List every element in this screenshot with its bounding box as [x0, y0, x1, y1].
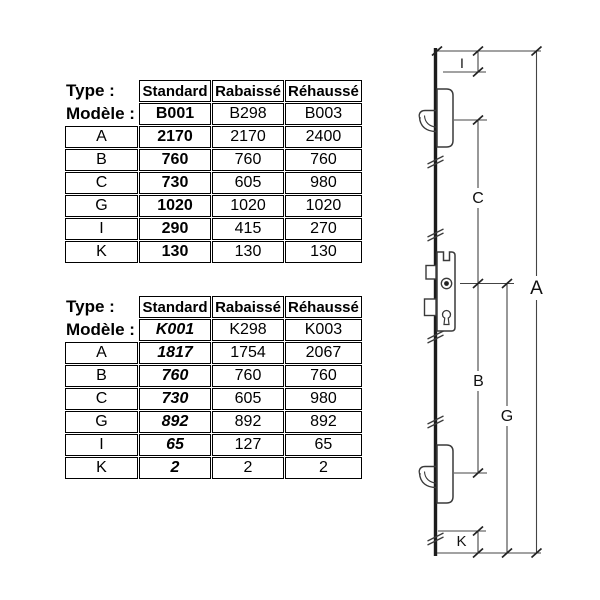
- value-cell: 415: [212, 218, 284, 240]
- lock-case: [425, 252, 456, 331]
- column-header-rabaisse: Rabaissé: [212, 80, 284, 102]
- model-label: Modèle :: [66, 320, 135, 339]
- dim-label-b: B: [473, 373, 484, 390]
- value-cell: 980: [285, 172, 362, 194]
- table-row: [65, 195, 362, 217]
- table-row: [65, 149, 362, 171]
- dead-bolt: [425, 299, 437, 316]
- column-header-standard: Standard: [139, 80, 211, 102]
- value-cell: 2170: [212, 126, 284, 148]
- dim-label-i: I: [460, 55, 464, 71]
- dim-cell: C: [65, 172, 138, 194]
- value-cell: 2: [285, 457, 362, 479]
- column-header-standard: Standard: [139, 296, 211, 318]
- dim-cell: B: [65, 149, 138, 171]
- column-header-rabaisse: Rabaissé: [212, 296, 284, 318]
- dim-label-c: C: [472, 190, 484, 207]
- model-cell: K298: [212, 319, 284, 341]
- value-cell: 1754: [212, 342, 284, 364]
- model-cell: B003: [285, 103, 362, 125]
- table-row: [65, 126, 362, 148]
- dim-cell: A: [65, 126, 138, 148]
- value-cell: 2170: [139, 126, 211, 148]
- dim-label-g: G: [500, 408, 514, 425]
- dim-cell: C: [65, 388, 138, 410]
- value-cell: 290: [139, 218, 211, 240]
- dim-cell: I: [65, 434, 138, 456]
- model-label: Modèle :: [66, 104, 135, 123]
- dim-label-a: A: [530, 278, 543, 299]
- table-row: [65, 434, 362, 456]
- value-cell: 760: [139, 365, 211, 387]
- dim-cell: G: [65, 195, 138, 217]
- dim-label-k: K: [456, 533, 467, 550]
- value-cell: 760: [285, 365, 362, 387]
- model-cell: K001: [139, 319, 211, 341]
- value-cell: 605: [212, 172, 284, 194]
- value-cell: 980: [285, 388, 362, 410]
- value-cell: 130: [285, 241, 362, 263]
- value-cell: 892: [212, 411, 284, 433]
- lock-mechanism-drawing: [408, 40, 556, 562]
- column-header-rehausse: Réhaussé: [285, 296, 362, 318]
- value-cell: 2: [139, 457, 211, 479]
- value-cell: 892: [139, 411, 211, 433]
- spec-table-k001: [64, 295, 363, 480]
- table-row: [65, 218, 362, 240]
- model-cell: B001: [139, 103, 211, 125]
- value-cell: 730: [139, 172, 211, 194]
- type-label: Type :: [66, 81, 115, 100]
- value-cell: 1020: [139, 195, 211, 217]
- value-cell: 760: [212, 365, 284, 387]
- value-cell: 1817: [139, 342, 211, 364]
- table-row: [65, 388, 362, 410]
- value-cell: 892: [285, 411, 362, 433]
- spec-table-b001: [64, 79, 363, 264]
- dim-cell: I: [65, 218, 138, 240]
- model-cell: K003: [285, 319, 362, 341]
- value-cell: 760: [139, 149, 211, 171]
- dim-cell: G: [65, 411, 138, 433]
- value-cell: 127: [212, 434, 284, 456]
- value-cell: 1020: [212, 195, 284, 217]
- value-cell: 1020: [285, 195, 362, 217]
- table-row: [65, 342, 362, 364]
- latch-bolt: [426, 266, 436, 280]
- table-row: [65, 365, 362, 387]
- keyhole-slot: [444, 318, 449, 325]
- value-cell: 130: [212, 241, 284, 263]
- column-header-rehausse: Réhaussé: [285, 80, 362, 102]
- value-cell: 760: [212, 149, 284, 171]
- spindle-center: [444, 281, 449, 286]
- value-cell: 2: [212, 457, 284, 479]
- table-row: [65, 241, 362, 263]
- table-row: [65, 172, 362, 194]
- value-cell: 2400: [285, 126, 362, 148]
- value-cell: 760: [285, 149, 362, 171]
- value-cell: 2067: [285, 342, 362, 364]
- dim-cell: K: [65, 241, 138, 263]
- value-cell: 605: [212, 388, 284, 410]
- value-cell: 65: [285, 434, 362, 456]
- value-cell: 730: [139, 388, 211, 410]
- table-row: [65, 457, 362, 479]
- model-cell: B298: [212, 103, 284, 125]
- dim-cell: B: [65, 365, 138, 387]
- keyhole: [443, 311, 451, 319]
- value-cell: 65: [139, 434, 211, 456]
- value-cell: 270: [285, 218, 362, 240]
- dim-cell: K: [65, 457, 138, 479]
- type-label: Type :: [66, 297, 115, 316]
- dim-cell: A: [65, 342, 138, 364]
- value-cell: 130: [139, 241, 211, 263]
- table-row: [65, 411, 362, 433]
